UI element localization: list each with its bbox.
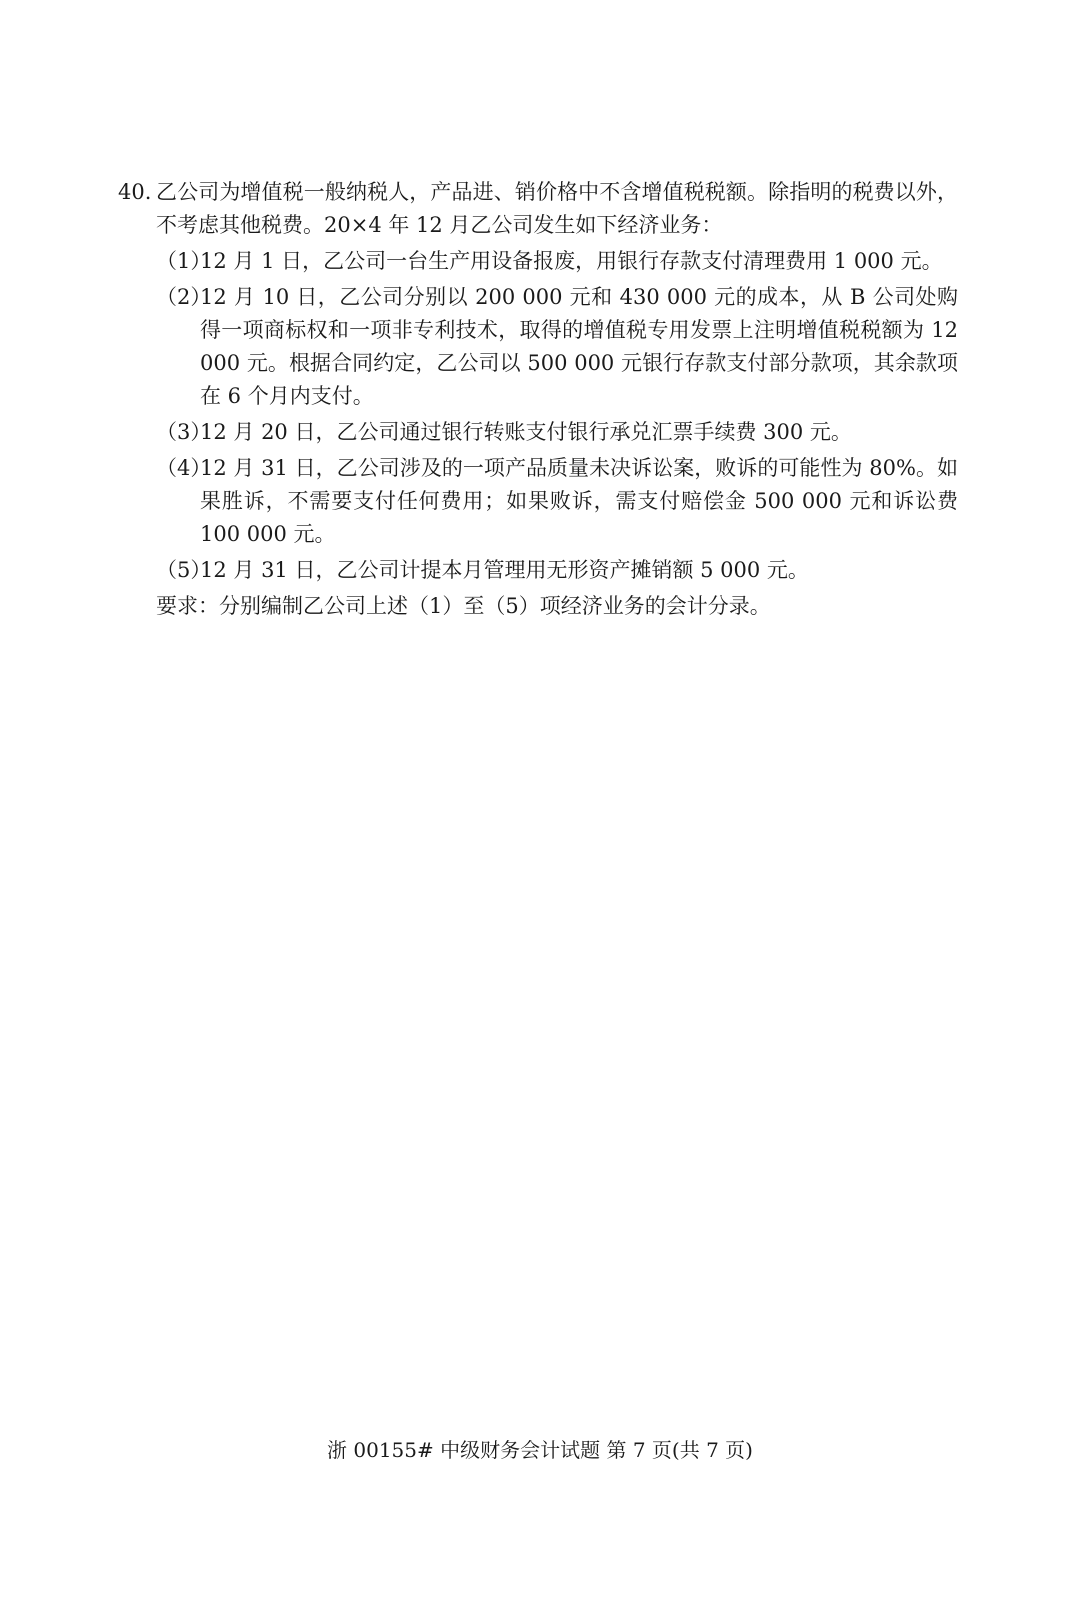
item-text: 12 月 31 日，乙公司计提本月管理用无形资产摊销额 5 000 元。 bbox=[200, 558, 809, 582]
list-item bbox=[156, 281, 958, 413]
list-item bbox=[156, 245, 958, 278]
item-number: （5） bbox=[156, 558, 212, 582]
question-stem bbox=[118, 176, 958, 242]
item-text: 12 月 20 日，乙公司通过银行转账支付银行承兑汇票手续费 300 元。 bbox=[200, 420, 852, 444]
item-number: （4） bbox=[156, 456, 212, 480]
list-item bbox=[156, 416, 958, 449]
item-number: （1） bbox=[156, 249, 212, 273]
item-number: （3） bbox=[156, 420, 212, 444]
item-text: 12 月 1 日，乙公司一台生产用设备报废，用银行存款支付清理费用 1 000 元。 bbox=[200, 249, 943, 273]
page-footer: 浙 00155# 中级财务会计试题 第 7 页(共 7 页) bbox=[327, 1438, 753, 1462]
question-number: 40. bbox=[118, 180, 152, 204]
question-stem-text: 乙公司为增值税一般纳税人，产品进、销价格中不含增值税税额。除指明的税费以外，不考虑其他税费。20×4 年 12 月乙公司发生如下经济业务： bbox=[156, 180, 958, 237]
list-item bbox=[156, 452, 958, 551]
item-number: （2） bbox=[156, 285, 212, 309]
question-40 bbox=[118, 176, 958, 623]
requirement-text: 要求：分别编制乙公司上述（1）至（5）项经济业务的会计分录。 bbox=[156, 594, 771, 618]
item-text: 12 月 10 日，乙公司分别以 200 000 元和 430 000 元的成本，从 B 公司处购得一项商标权和一项非专利技术，取得的增值税专用发票上注明增值税税额为 12 000 元。根据合同约定，乙公司以 500 000 元银行存款支付部分款项，其余款项在 6 个月内支付。 bbox=[200, 285, 958, 408]
item-text: 12 月 31 日，乙公司涉及的一项产品质量未决诉讼案，败诉的可能性为 80%。如果胜诉，不需要支付任何费用；如果败诉，需支付赔偿金 500 000 元和诉讼费 100 000 元。 bbox=[200, 456, 958, 546]
list-item bbox=[156, 554, 958, 587]
